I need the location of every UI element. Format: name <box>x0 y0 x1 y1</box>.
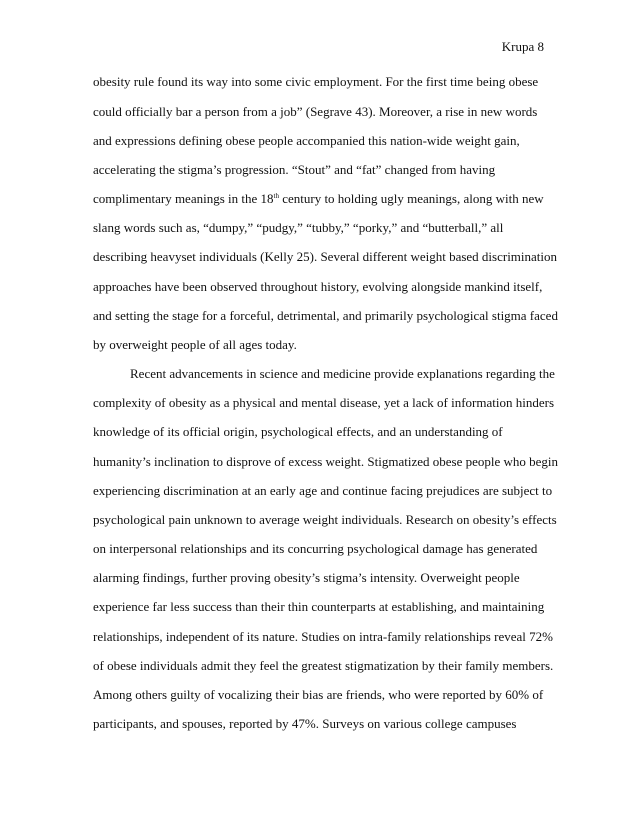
paragraph-first-line: Recent advancements in science and medicine provide explanations regarding the <box>130 366 555 381</box>
body-line <box>93 191 544 207</box>
body-line: Among others guilty of vocalizing their bias are friends, who were reported by 60% of <box>93 687 544 702</box>
body-line: of obese individuals admit they feel the greatest stigmatization by their family members. <box>93 658 554 673</box>
body-line: humanity’s inclination to disprove of excess weight. Stigmatized obese people who begin <box>93 454 559 469</box>
body-line: accelerating the stigma’s progression. “Stout” and “fat” changed from having <box>93 162 496 177</box>
body-line: psychological pain unknown to average weight individuals. Research on obesity’s effects <box>93 512 557 527</box>
body-line: experience far less success than their thin counterparts at establishing, and maintaining <box>93 599 545 614</box>
body-line: experiencing discrimination at an early age and continue facing prejudices are subject to <box>93 483 553 498</box>
body-line: complexity of obesity as a physical and mental disease, yet a lack of information hinders <box>93 395 555 410</box>
body-text: complimentary meanings in the 18 <box>93 191 274 206</box>
body-text: century to holding ugly meanings, along with new <box>278 191 544 206</box>
body-line: could officially bar a person from a job” (Segrave 43). Moreover, a rise in new words <box>93 104 538 119</box>
superscript: th <box>273 192 279 200</box>
body-line: approaches have been observed throughout history, evolving alongside mankind itself, <box>93 279 543 294</box>
body-line: on interpersonal relationships and its concurring psychological damage has generated <box>93 541 538 556</box>
body-line: participants, and spouses, reported by 47%. Surveys on various college campuses <box>93 716 517 731</box>
body-line: relationships, independent of its nature. Studies on intra-family relationships reveal 72% <box>93 629 553 644</box>
running-head: Krupa 8 <box>501 39 544 54</box>
body-line: slang words such as, “dumpy,” “pudgy,” “tubby,” “porky,” and “butterball,” all <box>93 220 504 235</box>
body-line: obesity rule found its way into some civic employment. For the first time being obese <box>93 74 539 89</box>
body-line: knowledge of its official origin, psychological effects, and an understanding of <box>93 424 503 439</box>
body-line: by overweight people of all ages today. <box>93 337 297 352</box>
body-line: and expressions defining obese people accompanied this nation-wide weight gain, <box>93 133 520 148</box>
body-line: describing heavyset individuals (Kelly 25). Several different weight based discrimination <box>93 249 558 264</box>
body-line: alarming findings, further proving obesity’s stigma’s intensity. Overweight people <box>93 570 520 585</box>
body-line: and setting the stage for a forceful, detrimental, and primarily psychological stigma faced <box>93 308 558 323</box>
